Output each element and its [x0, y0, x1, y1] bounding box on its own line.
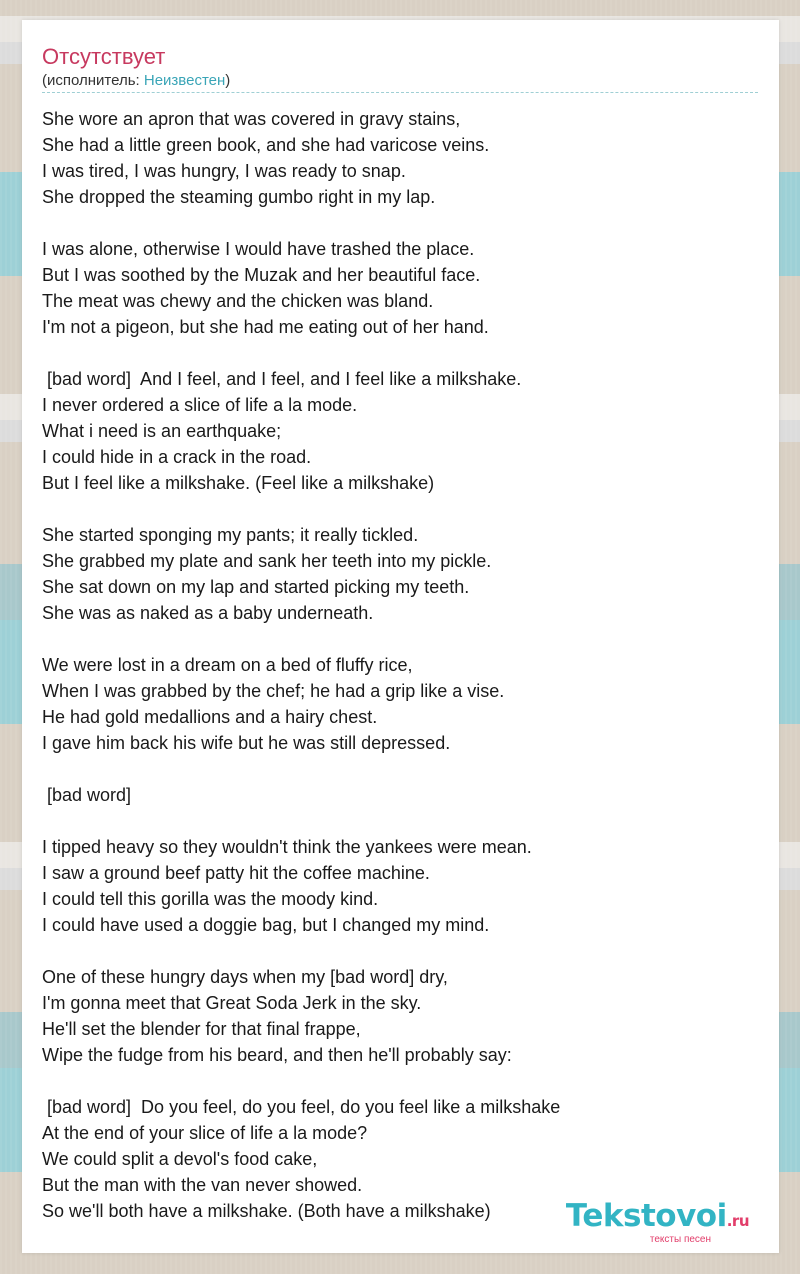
lyric-line: But I was soothed by the Muzak and her beautiful face.: [42, 265, 481, 285]
lyric-line: I could have used a doggie bag, but I changed my mind.: [42, 915, 490, 935]
lyric-line: At the end of your slice of life a la mode?: [42, 1123, 368, 1143]
lyric-line: She had a little green book, and she had varicose veins.: [42, 135, 490, 155]
stanza-break: [42, 808, 762, 834]
lyric-line: When I was grabbed by the chef; he had a grip like a vise.: [42, 681, 505, 701]
lyric-line: [bad word]: [42, 785, 132, 805]
song-title: Отсутствует: [42, 44, 166, 69]
lyric-line: I gave him back his wife but he was still depressed.: [42, 733, 451, 753]
lyric-line: We were lost in a dream on a bed of fluffy rice,: [42, 655, 413, 675]
lyric-line: We could split a devol's food cake,: [42, 1149, 318, 1169]
stanza-break: [42, 496, 762, 522]
lyric-line: He had gold medallions and a hairy chest.: [42, 707, 378, 727]
stanza-break: [42, 210, 762, 236]
subtitle-prefix: (исполнитель:: [42, 72, 144, 89]
lyric-line: [bad word] And I feel, and I feel, and I feel like a milkshake.: [42, 369, 522, 389]
lyric-line: I saw a ground beef patty hit the coffee machine.: [42, 863, 430, 883]
lyric-line: I tipped heavy so they wouldn't think the yankees were mean.: [42, 837, 532, 857]
lyric-line: She started sponging my pants; it really tickled.: [42, 525, 419, 545]
lyric-line: One of these hungry days when my [bad word] dry,: [42, 967, 448, 987]
logo-name: Tekstovoi: [565, 1198, 727, 1234]
lyric-line: She sat down on my lap and started picking my teeth.: [42, 577, 470, 597]
lyric-line: I was tired, I was hungry, I was ready to snap.: [42, 161, 406, 181]
lyric-line: She wore an apron that was covered in gravy stains,: [42, 109, 461, 129]
stanza-break: [42, 626, 762, 652]
header: [42, 44, 758, 93]
logo-tagline: тексты песен: [649, 1234, 711, 1245]
lyric-line: I'm gonna meet that Great Soda Jerk in the sky.: [42, 993, 422, 1013]
subtitle-suffix: ): [225, 72, 231, 89]
lyric-line: So we'll both have a milkshake. (Both have a milkshake): [42, 1201, 491, 1221]
song-subtitle: [42, 72, 758, 90]
lyric-line: She dropped the steaming gumbo right in my lap.: [42, 187, 436, 207]
lyric-line: She was as naked as a baby underneath.: [42, 603, 374, 623]
lyric-line: But the man with the van never showed.: [42, 1175, 363, 1195]
lyric-line: The meat was chewy and the chicken was bland.: [42, 291, 434, 311]
lyric-line: I could hide in a crack in the road.: [42, 447, 312, 467]
lyric-line: He'll set the blender for that final frappe,: [42, 1019, 361, 1039]
lyric-line: She grabbed my plate and sank her teeth into my pickle.: [42, 551, 492, 571]
stanza-break: [42, 756, 762, 782]
lyric-line: I'm not a pigeon, but she had me eating out of her hand.: [42, 317, 489, 337]
logo-domain: .ru: [726, 1212, 749, 1230]
lyric-line: But I feel like a milkshake. (Feel like a milkshake): [42, 473, 435, 493]
lyrics-text: [42, 106, 762, 1224]
artist-link[interactable]: Неизвестен: [143, 72, 226, 89]
lyric-line: [bad word] Do you feel, do you feel, do you feel like a milkshake: [42, 1097, 561, 1117]
lyrics-card: [22, 20, 779, 1253]
site-logo[interactable]: [566, 1200, 749, 1245]
lyric-line: I could tell this gorilla was the moody kind.: [42, 889, 379, 909]
stanza-break: [42, 340, 762, 366]
stanza-break: [42, 1068, 762, 1094]
lyric-line: I never ordered a slice of life a la mode.: [42, 395, 358, 415]
stanza-break: [42, 938, 762, 964]
dashed-divider: [42, 92, 758, 93]
lyric-line: I was alone, otherwise I would have trashed the place.: [42, 239, 475, 259]
lyric-line: Wipe the fudge from his beard, and then he'll probably say:: [42, 1045, 512, 1065]
lyric-line: What i need is an earthquake;: [42, 421, 282, 441]
